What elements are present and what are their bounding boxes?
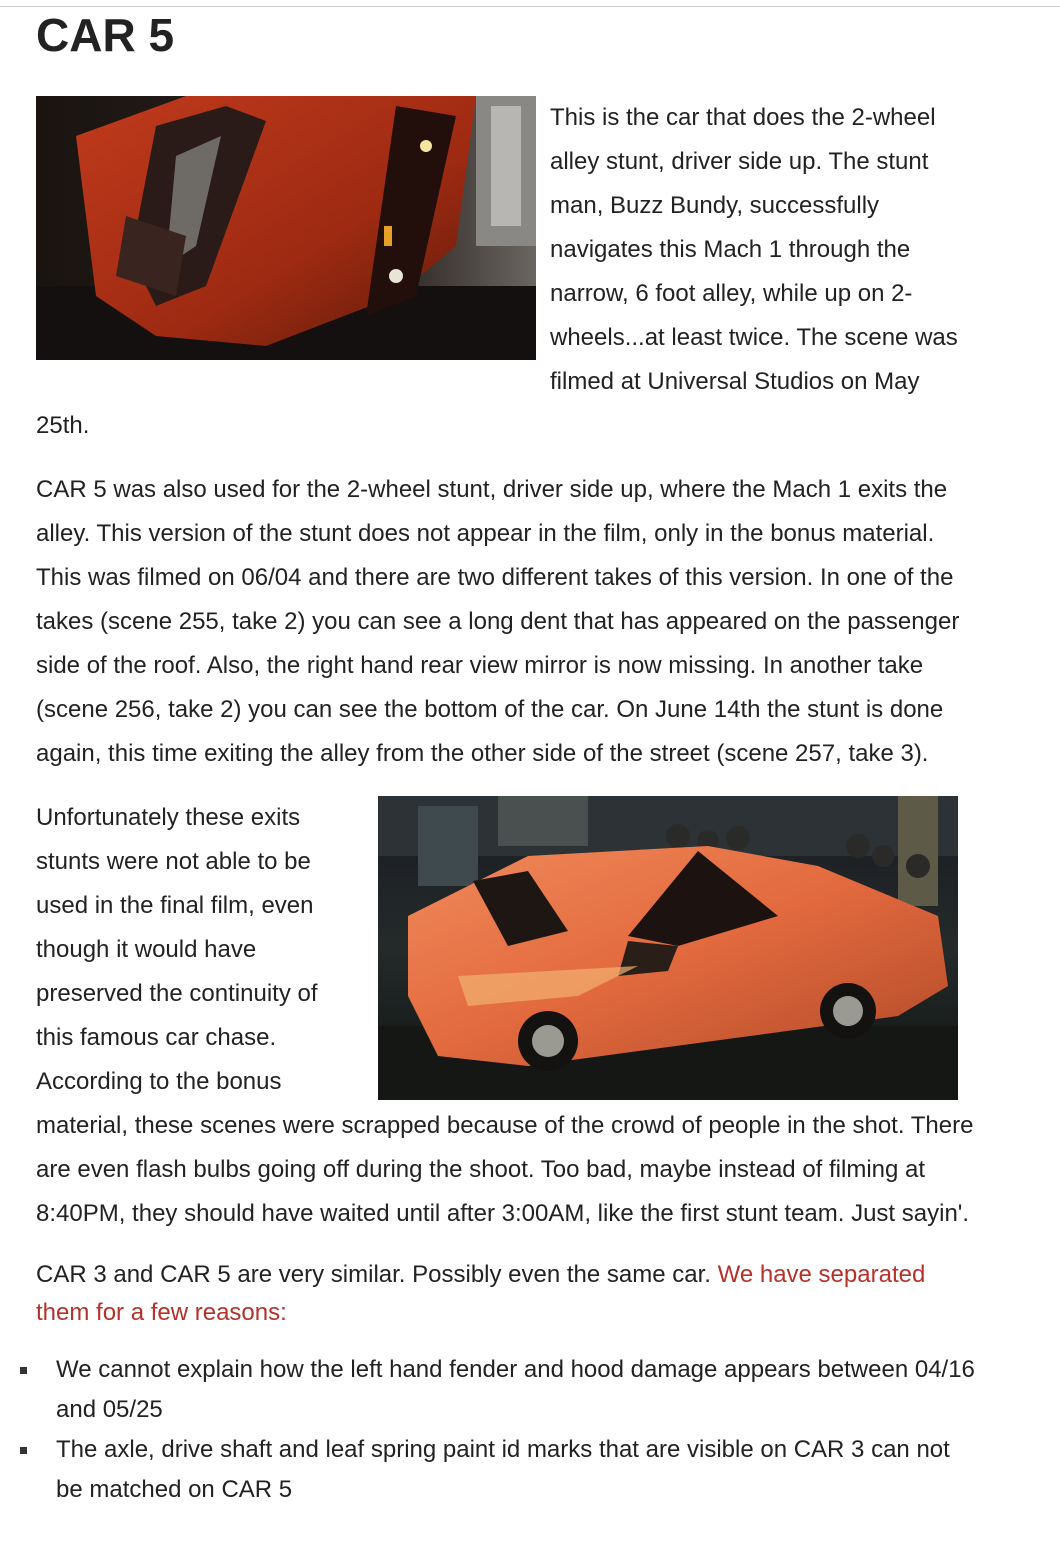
list-item (20, 1430, 980, 1510)
reasons-list (20, 1350, 980, 1510)
photo-orange-mustang-night (378, 796, 958, 1100)
page-title: CAR 5 (36, 9, 175, 61)
article (36, 8, 976, 1510)
reason-text: We cannot explain how the left hand fender and hood damage appears between 04/16 and 05/25 (56, 1356, 975, 1423)
photo-red-mustang-two-wheels (36, 96, 536, 360)
paragraph-car3-car5 (36, 1256, 976, 1332)
top-divider (0, 6, 1060, 7)
square-bullet-icon (20, 1367, 27, 1374)
list-item (20, 1350, 980, 1430)
reason-text: The axle, drive shaft and leaf spring paint id marks that are visible on CAR 3 can not be matched on CAR 5 (56, 1436, 950, 1503)
paragraph-bonus-material: CAR 5 was also used for the 2-wheel stunt, driver side up, where the Mach 1 exits the alley. This version of the stunt does not appear in the film, only in the bonus material. This was filmed on 06/04 and there are two different takes of this version. In one of the takes (scene 255, take 2) you can see a long dent that has appeared on the passenger side of the roof. Also, the right hand rear view mirror is now missing. In another take (scene 256, take 2) you can see the bottom of the car. On June 14th the stunt is done again, this time exiting the alley from the other side of the street (scene 257, take 3). (36, 476, 960, 767)
paragraph-unfortunately: Unfortunately these exits stunts were not able to be used in the final film, even though it would have preserved the continuity of this famous car chase. According to the bonus material, these scenes were scrapped because of the crowd of people in the shot. There are even flash bulbs going off during the shoot. Too bad, maybe instead of filming at 8:40PM, they should have waited until after 3:00AM, like the first stunt team. Just sayin'. (36, 804, 974, 1227)
square-bullet-icon (20, 1447, 27, 1454)
similarity-text: CAR 3 and CAR 5 are very similar. Possibly even the same car. (36, 1261, 718, 1288)
paragraph-stunt-intro: This is the car that does the 2-wheel alley stunt, driver side up. The stunt man, Buzz Bundy, successfully navigates this Mach 1 through the narrow, 6 foot alley, while up on 2-wheels...at least twice. The scene was filmed at Universal Studios on May 25th. (36, 104, 958, 439)
reasons-link-text: We have separated them for a few reasons: (36, 1261, 926, 1326)
